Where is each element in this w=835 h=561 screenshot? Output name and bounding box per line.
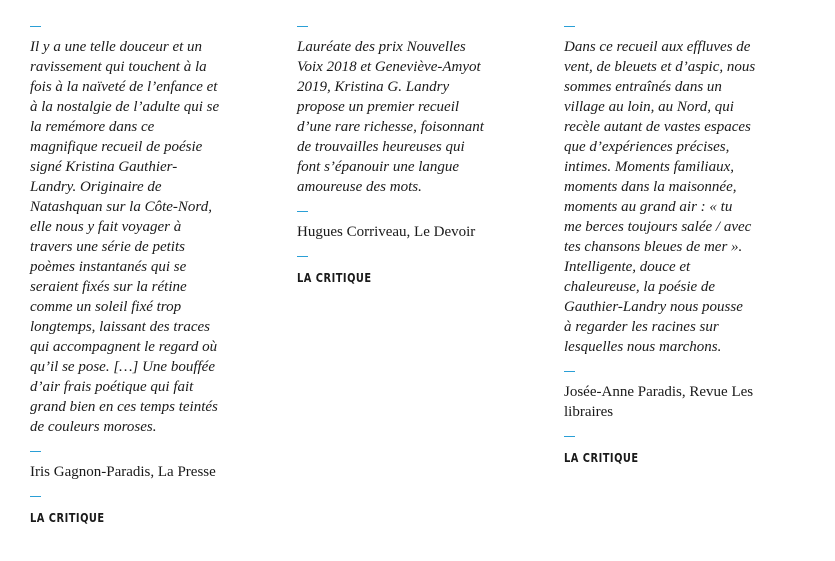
review-tag: LA CRITIQUE <box>30 511 105 525</box>
review-tag: LA CRITIQUE <box>297 271 372 285</box>
accent-dash <box>297 26 308 27</box>
accent-dash <box>30 451 41 452</box>
review-column-1 <box>30 14 262 527</box>
accent-dash <box>30 496 41 497</box>
review-quote: Lauréate des prix Nouvelles Voix 2018 et Geneviève-Amyot 2019, Kristina G. Landry propose un premier recueil d’une rare richesse, foisonnant de trouvailles heureuses qui font s’épanouir une langue amoureuse des mots. <box>297 39 484 195</box>
review-source: Josée-Anne Paradis, Revue Les libraires <box>564 384 754 420</box>
accent-dash <box>564 26 575 27</box>
review-quote: Il y a une telle douceur et un ravissement qui touchent à la fois à la naïveté de l’enfance et à la nostalgie de l’adulte qui se la remémore dans ce magnifique recueil de poésie signé Kristina Gauthier- Landry. Originaire de Natashquan sur la Côte-Nord, elle nous y fait voyager à travers une série de petits poèmes instantanés qui se seraient fixés sur la rétine comme un soleil fixé trop longtemps, laissant des traces qui accompagnent le regard où qu’il se pose. […] Une bouffée d’air frais poétique qui fait grand bien en ces temps teintés de couleurs moroses. <box>30 39 220 435</box>
review-source: Iris Gagnon-Paradis, La Presse <box>30 464 216 480</box>
accent-dash <box>564 371 575 372</box>
review-quote: Dans ce recueil aux effluves de vent, de bleuets et d’aspic, nous sommes entraînés dans un village au loin, au Nord, qui recèle autant de vastes espaces que d’expériences précises, intimes. Moments familiaux, moments dans la maisonnée, moments au grand air : « tu me berces toujours salée / avec tes chansons bleues de mer ». Intelligente, douce et chaleureuse, la poésie de Gauthier-Landry nous pousse à regarder les racines sur lesquelles nous marchons. <box>564 39 756 355</box>
accent-dash <box>297 256 308 257</box>
review-column-2 <box>297 14 529 287</box>
review-tag: LA CRITIQUE <box>564 451 639 465</box>
accent-dash <box>30 26 41 27</box>
accent-dash <box>564 436 575 437</box>
review-source: Hugues Corriveau, Le Devoir <box>297 224 476 240</box>
review-column-3 <box>564 14 796 467</box>
accent-dash <box>297 211 308 212</box>
